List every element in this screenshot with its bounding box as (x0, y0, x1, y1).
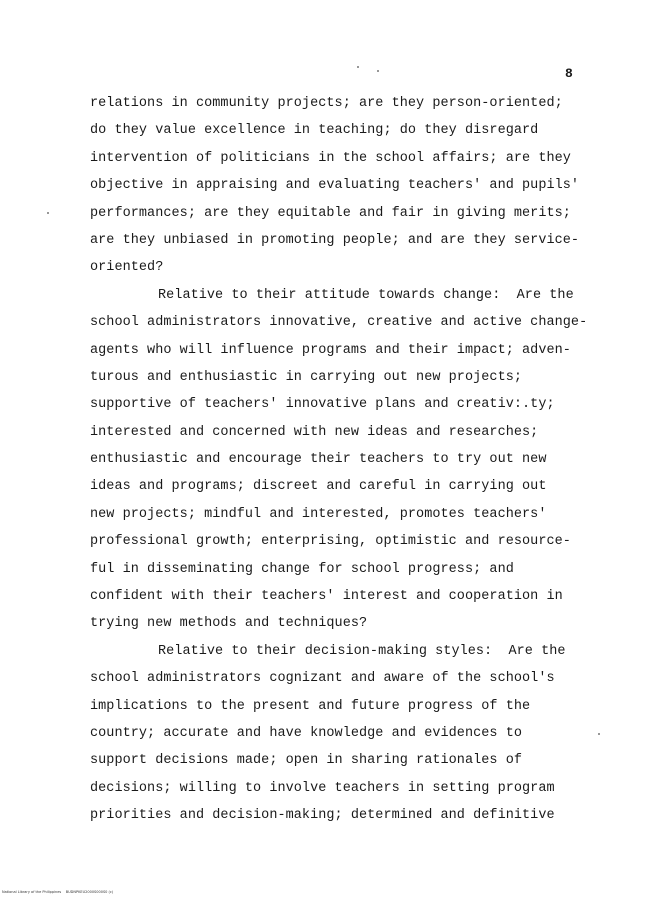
paragraph-2 (90, 282, 600, 638)
body-text (90, 90, 600, 830)
text-line: supportive of teachers' innovative plans and creativ:.ty; (90, 397, 555, 413)
text-line: turous and enthusiastic in carrying out new projects; (90, 369, 523, 385)
paragraph-3 (90, 638, 600, 830)
paragraph-1 (90, 90, 600, 282)
text-line: implications to the present and future progress of the (90, 698, 531, 714)
text-line: performances; are they equitable and fair in giving merits; (90, 205, 571, 221)
text-line: professional growth; enterprising, optimistic and resource- (90, 534, 571, 550)
text-line: objective in appraising and evaluating teachers' and pupils' (90, 178, 580, 194)
text-line: new projects; mindful and interested, promotes teachers' (90, 506, 547, 522)
text-line: agents who will influence programs and their impact; adven- (90, 342, 571, 358)
text-line: school administrators innovative, creative and active change- (90, 315, 588, 331)
text-line: do they value excellence in teaching; do they disregard (90, 123, 539, 139)
text-line: priorities and decision-making; determined and definitive (90, 808, 555, 824)
text-line: interested and concerned with new ideas and researches; (90, 424, 539, 440)
text-line: Relative to their decision-making styles: Are the (158, 643, 566, 659)
text-line: intervention of politicians in the school affairs; are they (90, 150, 571, 166)
text-line: are they unbiased in promoting people; and are they service- (90, 232, 580, 248)
text-line: confident with their teachers' interest and cooperation in (90, 589, 563, 605)
scan-speck (377, 70, 379, 72)
scan-speck (357, 66, 359, 68)
text-line: ideas and programs; discreet and careful in carrying out (90, 479, 547, 495)
page-number: 8 (565, 66, 573, 81)
text-line: relations in community projects; are they person-oriented; (90, 96, 563, 111)
text-line: enthusiastic and encourage their teachers to try out new (90, 452, 547, 468)
text-line: trying new methods and techniques? (90, 616, 368, 632)
text-line: country; accurate and have knowledge and evidences to (90, 725, 523, 741)
text-line: decisions; willing to involve teachers in setting program (90, 780, 555, 796)
text-line: oriented? (90, 260, 164, 276)
text-line: Relative to their attitude towards change: Are the (158, 287, 574, 303)
scan-speck (47, 212, 49, 214)
text-line: school administrators cognizant and aware of the school's (90, 671, 555, 687)
scan-speck (598, 733, 600, 735)
text-line: ful in disseminating change for school progress; and (90, 561, 514, 577)
text-line: support decisions made; open in sharing rationales of (90, 753, 523, 769)
footer-attribution: National Library of the Philippines BUDNPKEU2000S000S0 (c) (2, 890, 114, 894)
